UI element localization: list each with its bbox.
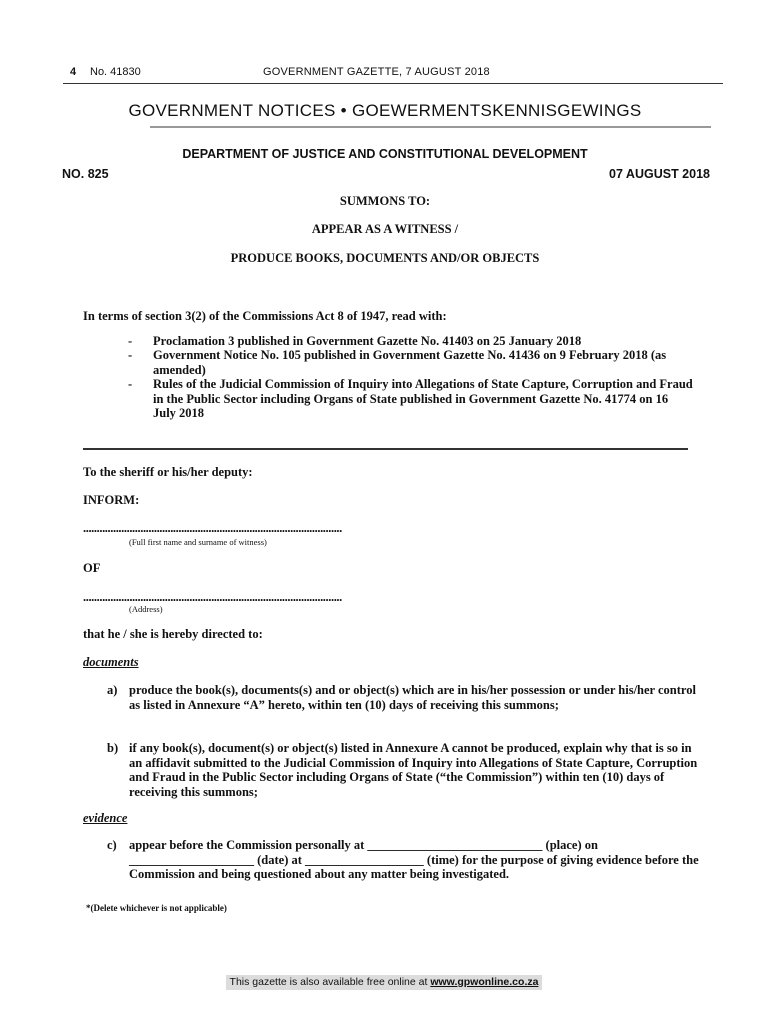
item-a-label: a) <box>107 683 118 697</box>
address-field: ............................................................................................... <box>83 590 342 604</box>
notice-date: 07 AUGUST 2018 <box>609 167 710 181</box>
of-label: OF <box>83 561 101 575</box>
delete-note: *(Delete whichever is not applicable) <box>86 903 227 913</box>
address-note: (Address) <box>129 604 163 614</box>
department-heading: DEPARTMENT OF JUSTICE AND CONSTITUTIONAL DEVELOPMENT <box>182 147 588 161</box>
footer-link[interactable]: www.gpwonline.co.za <box>430 976 539 988</box>
item-c-label: c) <box>107 838 117 852</box>
bullet-item: Proclamation 3 published in Government Gazette No. 41403 on 25 January 2018 <box>153 334 582 348</box>
witness-name-field: ............................................................................................... <box>83 521 342 535</box>
evidence-heading: evidence <box>83 811 128 825</box>
section-title: GOVERNMENT NOTICES • GOEWERMENTSKENNISGEWINGS <box>128 101 642 120</box>
item-b-text: if any book(s), document(s) or object(s) listed in Annexure A cannot be produced, explain why that is so in an affidavit submitted to the Judicial Commission of Inquiry into Allegations of State Capture, Corruption and Fraud in the Public Sector including Organs of State (“the Commission”) within ten (10) days of receiving this summons; <box>129 741 698 799</box>
bullet-item: Government Notice No. 105 published in Government Gazette No. 41436 on 9 February 2018 (as amended) <box>153 348 667 377</box>
notice-number: NO. 825 <box>62 167 109 181</box>
gazette-title: GOVERNMENT GAZETTE, 7 AUGUST 2018 <box>263 66 490 78</box>
sheriff-line: To the sheriff or his/her deputy: <box>83 465 253 479</box>
footer-bar <box>226 975 542 990</box>
documents-heading: documents <box>83 655 139 669</box>
header-rule <box>63 83 723 84</box>
item-c-text: appear before the Commission personally at ____________________________ (place) on ____________________ (date) at ___________________ (time) for the purpose of giving evidence before the Commission and being questioned about any matter being investigated. <box>129 838 699 881</box>
produce-title: PRODUCE BOOKS, DOCUMENTS AND/OR OBJECTS <box>230 251 540 265</box>
item-a-text: produce the book(s), documents(s) and or object(s) which are in his/her possession or under his/her control as listed in Annexure “A” hereto, within ten (10) days of receiving this summons; <box>129 683 696 712</box>
intro-paragraph: In terms of section 3(2) of the Commissions Act 8 of 1947, read with: <box>83 309 447 323</box>
witness-title: APPEAR AS A WITNESS / <box>311 222 459 236</box>
witness-name-note: (Full first name and surname of witness) <box>129 537 267 547</box>
bullet-marker: - <box>128 377 133 391</box>
divider-rule <box>83 448 688 450</box>
page-number: 4 <box>70 66 77 78</box>
section-rule <box>150 126 711 128</box>
footer-text: This gazette is also available free online at <box>229 976 431 988</box>
directed-line: that he / she is hereby directed to: <box>83 627 263 641</box>
bullet-marker: - <box>128 334 133 348</box>
item-b-label: b) <box>107 741 119 755</box>
issue-number: No. 41830 <box>90 66 141 78</box>
inform-label: INFORM: <box>83 493 140 507</box>
bullet-item: Rules of the Judicial Commission of Inquiry into Allegations of State Capture, Corruption and Fraud in the Public Sector including Organs of State published in Government Gazette No. 41774 on 16 July 2018 <box>153 377 693 420</box>
summons-title: SUMMONS TO: <box>339 194 431 208</box>
bullet-marker: - <box>128 348 133 362</box>
